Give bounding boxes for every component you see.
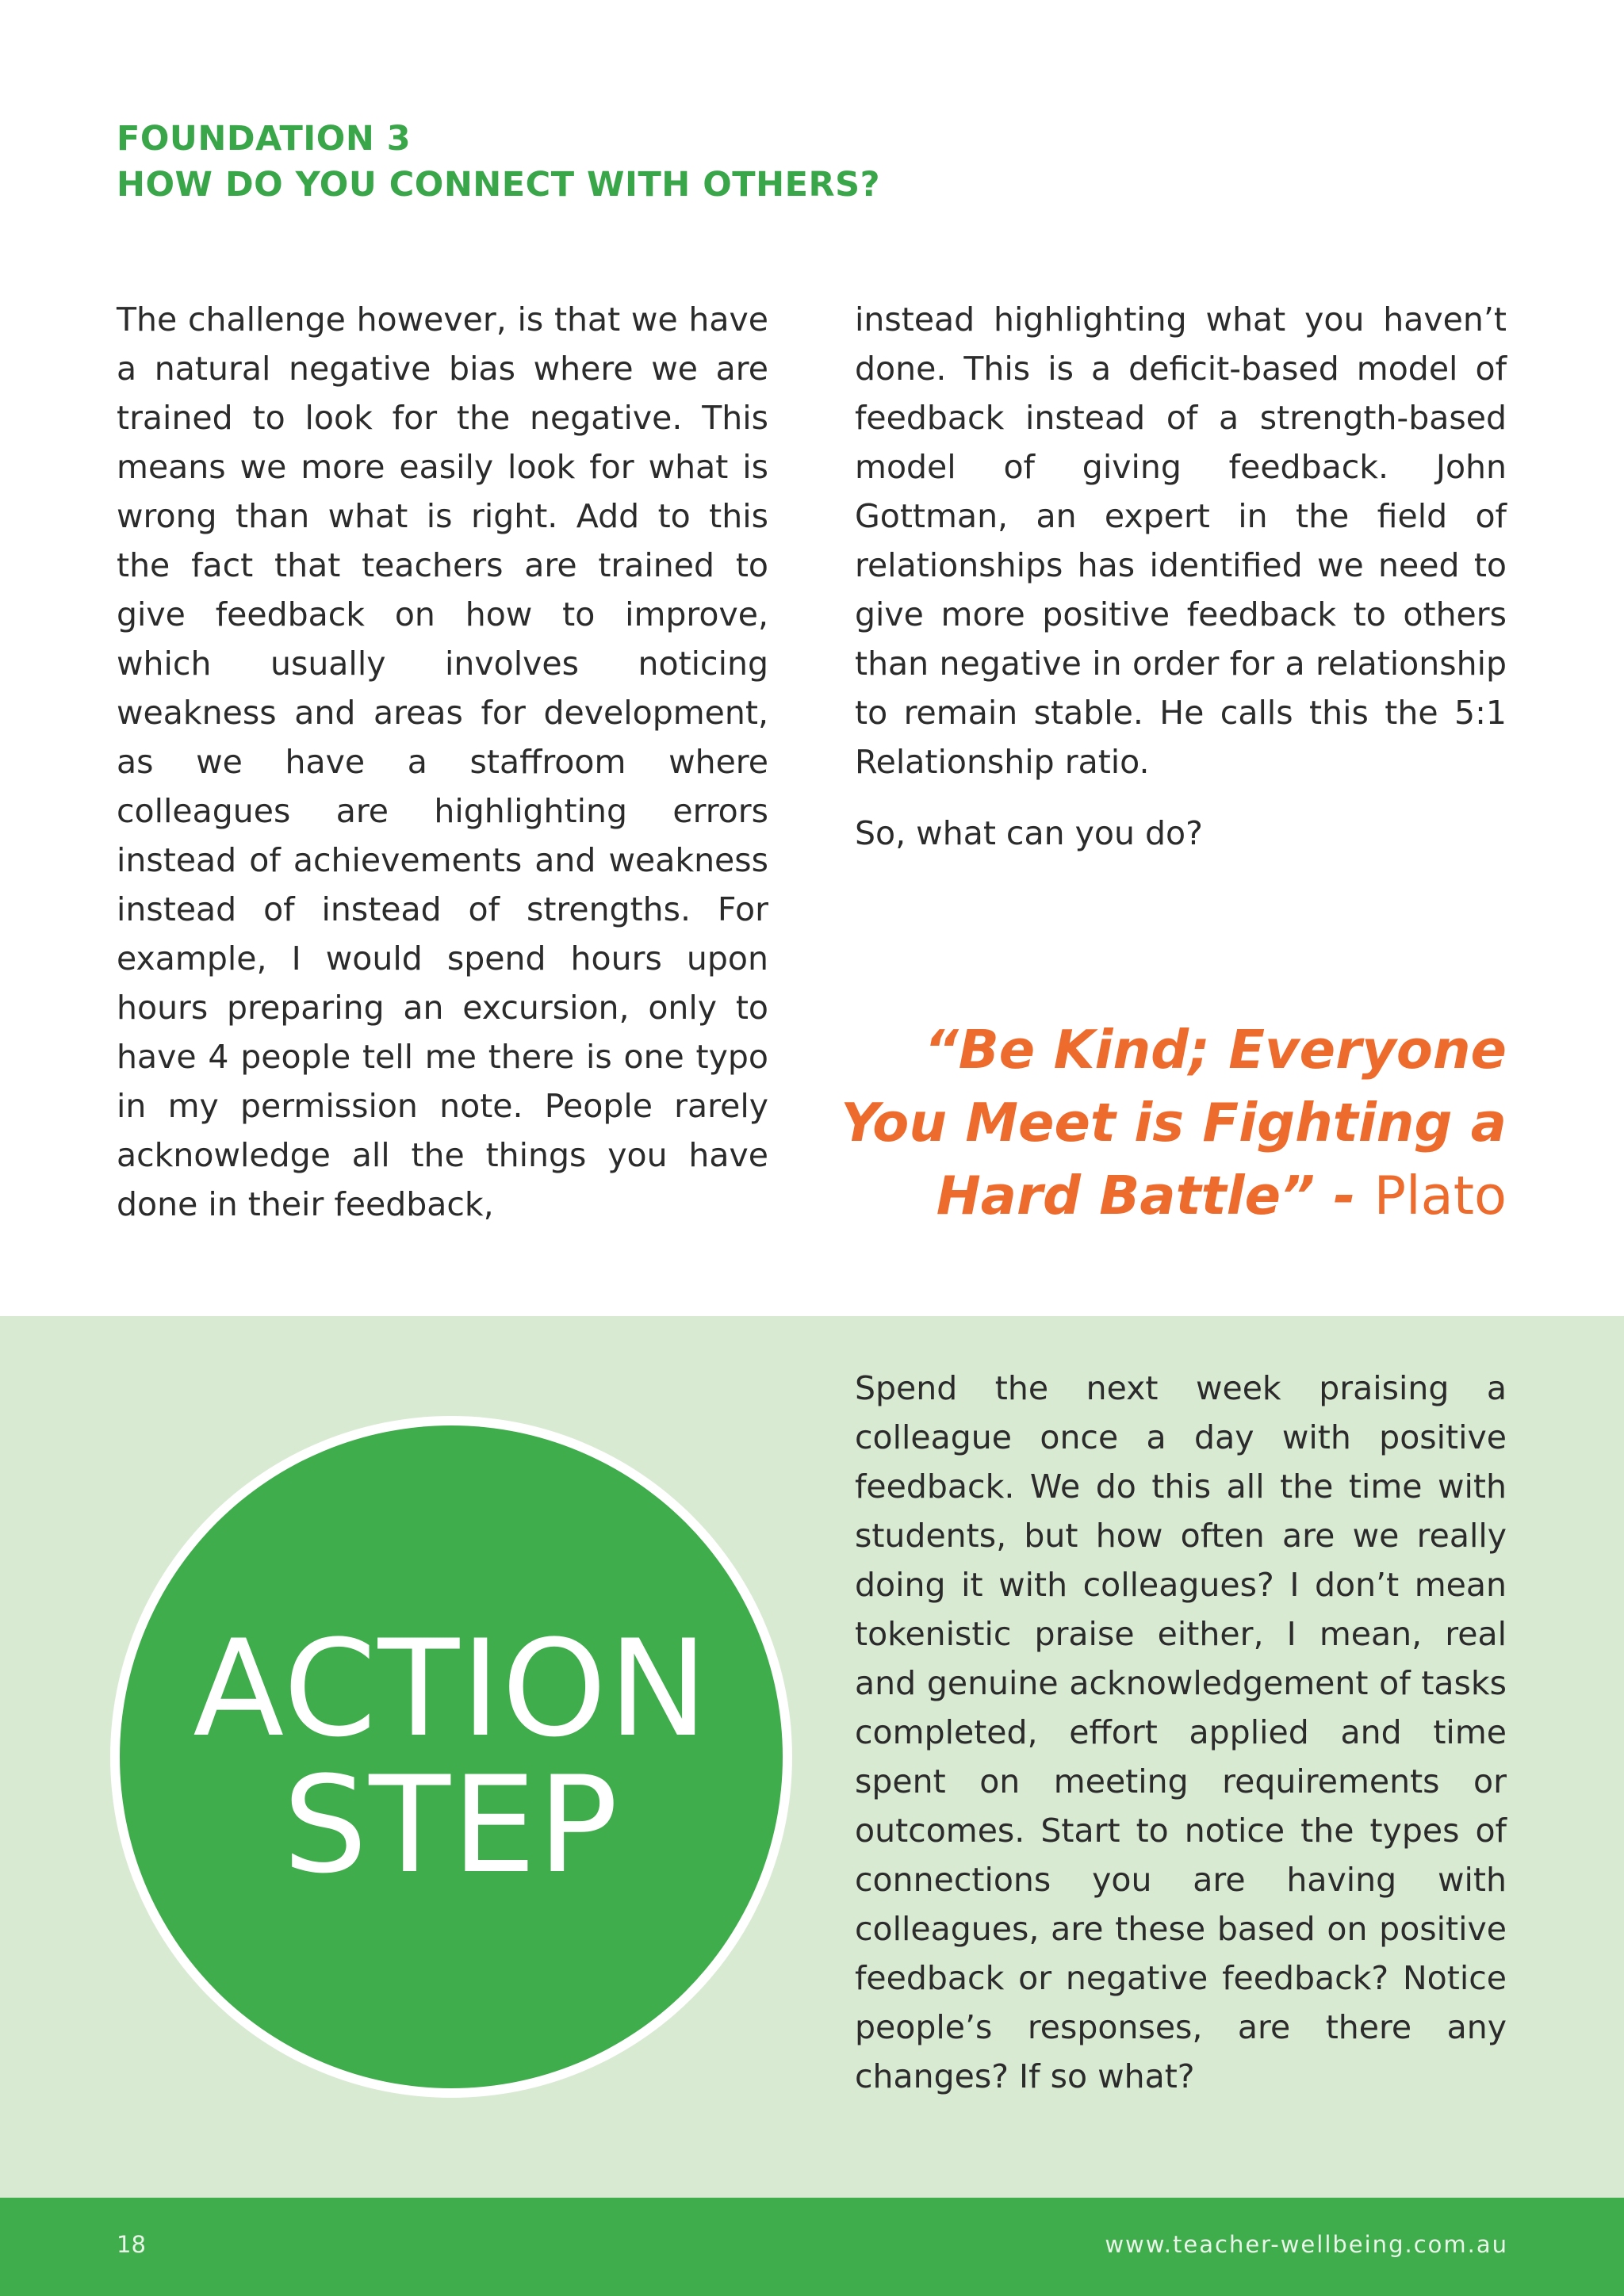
foundation-label: FOUNDATION 3	[117, 119, 412, 159]
action-step-text: Spend the next week praising a colleague once a day with positive feedback. We do this all the time with students, but how often are we really doing it with colleagues? I don’t mean tokenistic praise either, I mean, real and genuine acknowledgement of tasks completed, effort applied and time spent on meeting requirements or outcomes. Start to notice the types of connections you are having with colleagues, are these based on positive feedback or negative feedback? Notice people’s responses, are there any changes? If so what?	[855, 1369, 1507, 2095]
left-column	[117, 295, 768, 1251]
section-header	[117, 116, 880, 208]
pull-quote	[825, 1013, 1507, 1232]
quote-author: Plato	[1373, 1165, 1507, 1226]
step-label: STEP	[282, 1747, 620, 1903]
right-column	[855, 295, 1507, 880]
action-label: ACTION	[193, 1611, 710, 1766]
action-step-badge	[120, 1425, 783, 2088]
quote-text: “Be Kind; Everyone You Meet is Fighting a Hard Battle” -	[841, 1019, 1507, 1226]
page-number: 18	[117, 2231, 146, 2258]
body-paragraph: instead highlighting what you haven’t done. This is a deficit-based model of feedback instead of a strength-based model of giving feedback. John Gottman, an expert in the field of relationships has identified we need to give more positive feedback to others than negative in order for a relationship to remain stable. He calls this the 5:1 Relationship ratio.	[855, 300, 1507, 781]
section-title: HOW DO YOU CONNECT WITH OTHERS?	[117, 165, 881, 205]
page-footer	[0, 2198, 1624, 2296]
body-paragraph: The challenge however, is that we have a natural negative bias where we are trained to look for the negative. This means we more easily look for what is wrong than what is right. Add to this the fact that teachers are trained to give feedback on how to improve, which usually involves noticing weakness and areas for development, as we have a staffroom where colleagues are highlighting errors instead of achievements and weakness instead of instead of strengths. For example, I would spend hours upon hours preparing an excursion, only to have 4 people tell me there is one typo in my permission note. People rarely acknowledge all the things you have done in their feedback,	[117, 300, 768, 1223]
action-step-circle	[110, 1416, 792, 2098]
question-text: So, what can you do?	[855, 814, 1203, 852]
website-url: www.teacher-wellbeing.com.au	[1105, 2231, 1508, 2258]
